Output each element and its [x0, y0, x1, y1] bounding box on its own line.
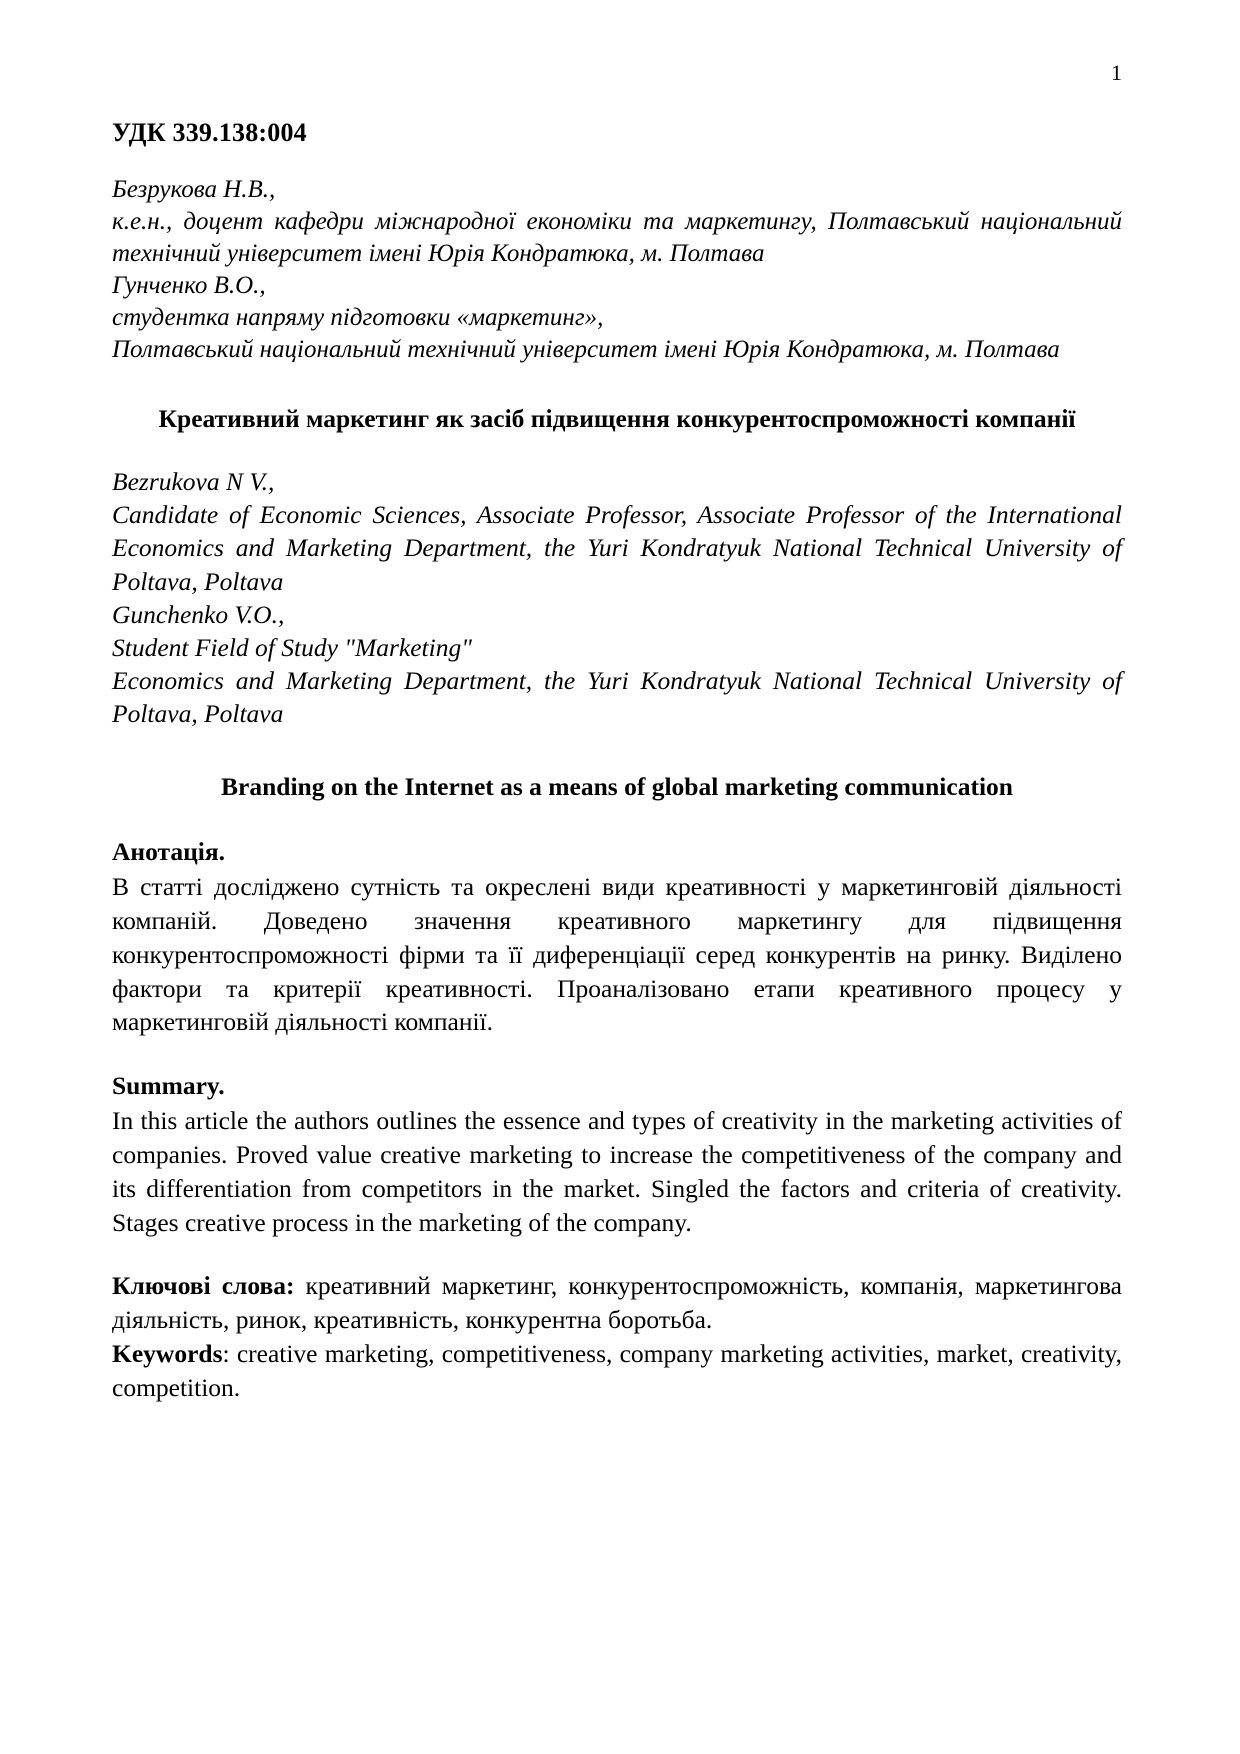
keywords-uk: [112, 1269, 1122, 1337]
author-uk-2-role: студентка напряму підготовки «маркетинг»,: [112, 304, 604, 331]
abstract-uk-text: В статті досліджено сутність та окреслені види креативності у маркетинговій діяльності компаній. Доведено значення креативного маркетингу для підвищення конкурентоспроможності фірми та її диференціації серед конкурентів на ринку. Виділено фактори та критерії креативності. Проаналізовано етапи креативного процесу у маркетинговій діяльності компанії.: [112, 871, 1122, 1037]
spacer: [112, 1039, 1122, 1069]
author-en-2-name: Gunchenko V.O.,: [112, 599, 285, 629]
keywords-uk-label: Ключові слова:: [112, 1271, 295, 1301]
author-en-2-affiliation: Economics and Marketing Department, the Yuri Kondratyuk National Technical University of Poltava, Poltava: [112, 665, 1122, 729]
author-uk-1-affiliation: к.е.н., доцент кафедри міжнародної економіки та маркетингу, Полтавський національний технічний університет імені Юрія Кондратюка, м. Полтава: [112, 208, 1122, 267]
keywords-en: [112, 1337, 1122, 1405]
keywords-en-text: : creative marketing, competitiveness, company marketing activities, market, creativity, competition.: [112, 1339, 1122, 1403]
author-uk-2-affiliation: Полтавський національний технічний університет імені Юрія Кондратюка, м. Полтава: [112, 336, 1060, 363]
udk-code: УДК 339.138:004: [112, 118, 307, 147]
keywords-en-label: Keywords: [112, 1339, 223, 1369]
author-en-2-role: Student Field of Study "Marketing": [112, 632, 472, 662]
abstract-en-heading: Summary.: [112, 1071, 225, 1101]
page-content: [112, 118, 1122, 1405]
abstract-uk-heading: Анотація.: [112, 837, 226, 867]
authors-block-uk: [112, 174, 1122, 366]
author-uk-2-name: Гунченко В.О.,: [112, 272, 266, 299]
article-title-en: Branding on the Internet as a means of global marketing communication: [221, 772, 1013, 802]
authors-block-en: [112, 465, 1122, 730]
abstract-en-text: In this article the authors outlines the essence and types of creativity in the marketing activities of companies. Proved value creative marketing to increase the competitiveness of the company and its differentiation from competitors in the market. Singled the factors and criteria of creativity. Stages creative process in the marketing of the company.: [112, 1105, 1122, 1237]
keywords-uk-text: креативний маркетинг, конкурентоспроможність, компанія, маркетингова діяльність, ринок, креативність, конкурентна боротьба.: [112, 1271, 1122, 1335]
article-title-uk: Креативний маркетинг як засіб підвищення конкурентоспроможності компанії: [158, 404, 1076, 433]
author-en-1-affiliation: Candidate of Economic Sciences, Associate Professor, Associate Professor of the International Economics and Marketing Department, the Yuri Kondratyuk National Technical University of Poltava, Poltava: [112, 500, 1122, 596]
spacer: [112, 1239, 1122, 1269]
author-uk-1-name: Безрукова Н.В.,: [112, 176, 276, 203]
author-en-1-name: Bezrukova N V.,: [112, 467, 275, 497]
page-number: 1: [1111, 60, 1122, 85]
